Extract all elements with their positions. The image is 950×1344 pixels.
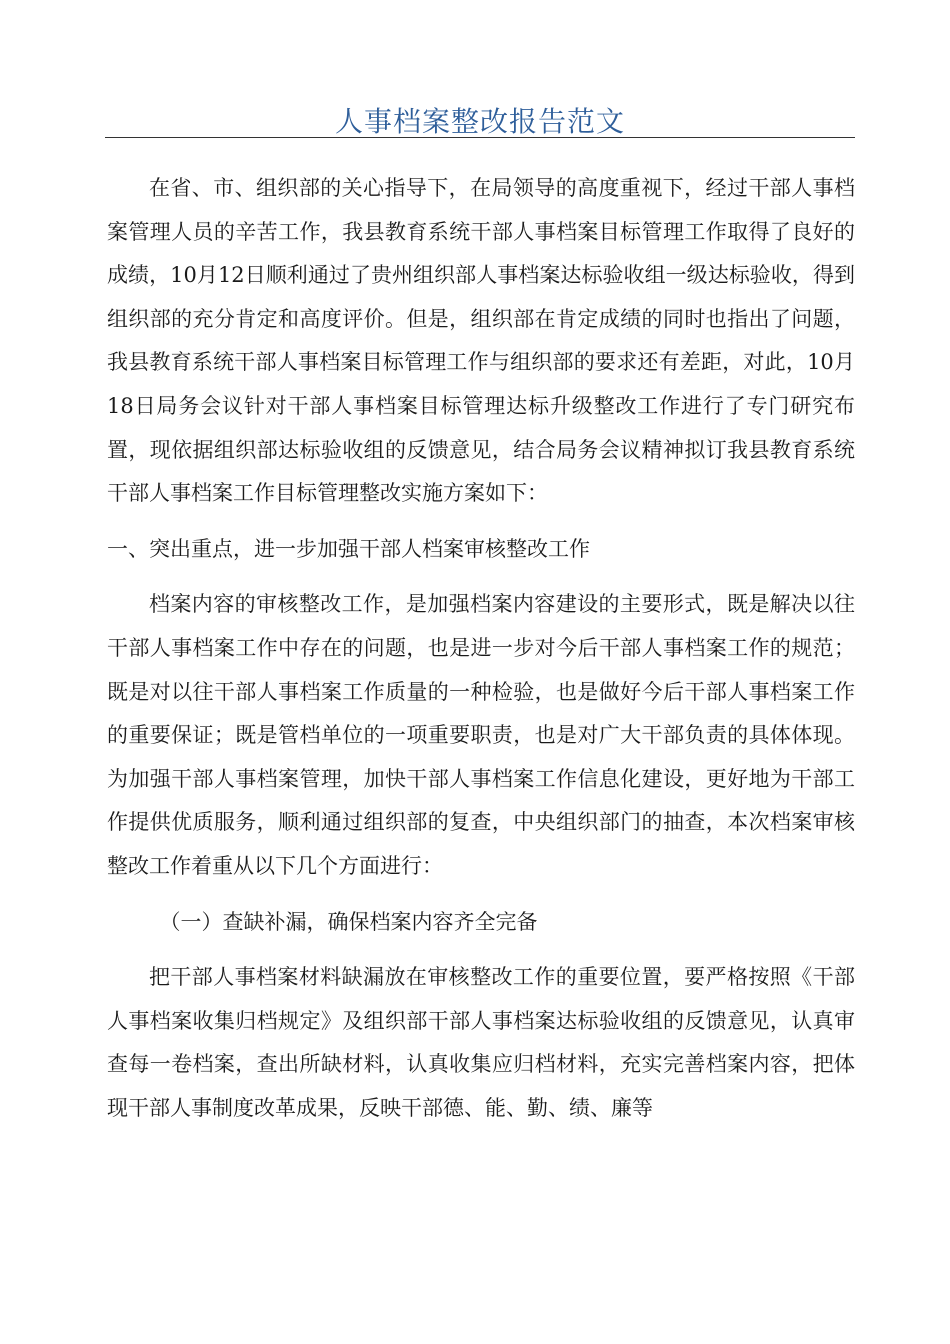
title-underline [105,137,855,138]
paragraph-subsection-1: 把干部人事档案材料缺漏放在审核整改工作的重要位置，要严格按照《干部人事档案收集归档规定》及组织部干部人事档案达标验收组的反馈意见，认真审查每一卷档案，查出所缺材料，认真收集应归档材料，充实完善档案内容，把体现干部人事制度改革成果，反映干部德、能、勤、绩、廉等 [107,965,855,1120]
subsection-heading-1: （一）查缺补漏，确保档案内容齐全完备 [159,909,538,934]
document-title: 人事档案整改报告范文 [334,105,625,138]
document-body [107,167,855,1130]
paragraph-intro: 在省、市、组织部的关心指导下，在局领导的高度重视下，经过干部人事档案管理人员的辛苦工作，我县教育系统干部人事档案目标管理工作取得了良好的成绩，10月12日顺利通过了贵州组织部人事档案达标验收组一级达标验收，得到组织部的充分肯定和高度评价。但是，组织部在肯定成绩的同时也指出了问题，我县教育系统干部人事档案目标管理工作与组织部的要求还有差距，对此，10月18日局务会议针对干部人事档案目标管理达标升级整改工作进行了专门研究布置，现依据组织部达标验收组的反馈意见，结合局务会议精神拟订我县教育系统干部人事档案工作目标管理整改实施方案如下： [107,176,855,506]
section-heading-1: 一、突出重点，进一步加强干部人档案审核整改工作 [107,536,590,561]
paragraph-section-1: 档案内容的审核整改工作，是加强档案内容建设的主要形式，既是解决以往干部人事档案工作中存在的问题，也是进一步对今后干部人事档案工作的规范；既是对以往干部人事档案工作质量的一种检验，也是做好今后干部人事档案工作的重要保证；既是管档单位的一项重要职责，也是对广大干部负责的具体体现。为加强干部人事档案管理，加快干部人事档案工作信息化建设，更好地为干部工作提供优质服务，顺利通过组织部的复查，中央组织部门的抽查，本次档案审核整改工作着重从以下几个方面进行： [107,592,855,878]
